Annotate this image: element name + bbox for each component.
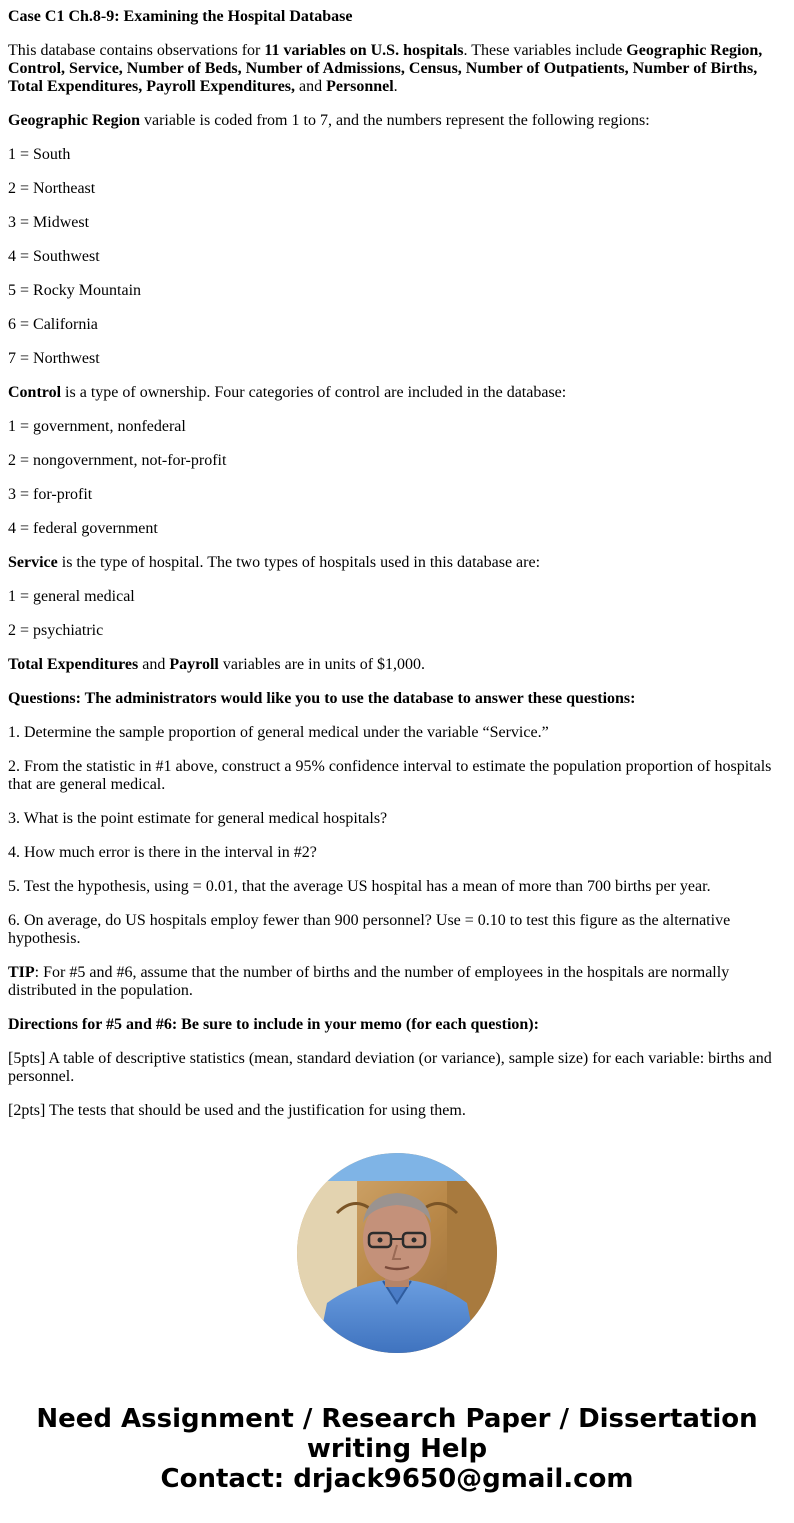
region-item: 3 = Midwest	[8, 214, 90, 231]
promo-line: Need Assignment / Research Paper / Dissertation	[36, 1404, 758, 1434]
direction-item: [5pts] A table of descriptive statistics (mean, standard deviation (or variance), sample size) for each variable: births and personnel.	[8, 1050, 772, 1085]
question-item: 6. On average, do US hospitals employ fewer than 900 personnel? Use = 0.10 to test this figure as the alternative hypothesis.	[8, 912, 731, 947]
region-item: 1 = South	[8, 146, 71, 163]
region-description: Geographic Region variable is coded from 1 to 7, and the numbers represent the following regions:	[8, 112, 650, 129]
directions-heading: Directions for #5 and #6: Be sure to include in your memo (for each question):	[8, 1016, 539, 1033]
region-item: 2 = Northeast	[8, 180, 96, 197]
control-item: 4 = federal government	[8, 520, 158, 537]
tip-paragraph: TIP: For #5 and #6, assume that the number of births and the number of employees in the hospitals are normally distributed in the population.	[8, 964, 730, 999]
control-item: 2 = nongovernment, not-for-profit	[8, 452, 227, 469]
promo-contact: Contact: drjack9650@gmail.com	[160, 1464, 634, 1494]
intro-paragraph: This database contains observations for 11 variables on U.S. hospitals. These variables include Geographic Region, Control, Service, Number of Beds, Number of Admissions, Census, Number of Outpatients, Number of Births, Total Expenditures, Payroll Expenditures, and Personnel.	[8, 42, 763, 95]
service-description: Service is the type of hospital. The two types of hospitals used in this database are:	[8, 554, 541, 571]
region-item: 7 = Northwest	[8, 350, 100, 367]
avatar-portrait-icon	[297, 1153, 497, 1353]
region-item: 6 = California	[8, 316, 98, 333]
region-item: 4 = Southwest	[8, 248, 100, 265]
control-description: Control is a type of ownership. Four categories of control are included in the database:	[8, 384, 567, 401]
service-item: 1 = general medical	[8, 588, 135, 605]
question-item: 2. From the statistic in #1 above, construct a 95% confidence interval to estimate the population proportion of hospitals that are general medical.	[8, 758, 772, 793]
units-note: Total Expenditures and Payroll variables are in units of $1,000.	[8, 656, 426, 673]
region-item: 5 = Rocky Mountain	[8, 282, 142, 299]
page-title: Case C1 Ch.8-9: Examining the Hospital Database	[8, 8, 353, 25]
question-item: 3. What is the point estimate for general medical hospitals?	[8, 810, 388, 827]
service-item: 2 = psychiatric	[8, 622, 104, 639]
questions-heading: Questions: The administrators would like you to use the database to answer these questions:	[8, 690, 636, 707]
control-item: 1 = government, nonfederal	[8, 418, 186, 435]
promo-line: writing Help	[306, 1434, 488, 1464]
direction-item: [2pts] The tests that should be used and the justification for using them.	[8, 1102, 466, 1119]
control-item: 3 = for-profit	[8, 486, 93, 503]
question-item: 5. Test the hypothesis, using = 0.01, that the average US hospital has a mean of more than 700 births per year.	[8, 878, 711, 895]
avatar	[297, 1153, 497, 1353]
question-item: 1. Determine the sample proportion of general medical under the variable “Service.”	[8, 724, 549, 741]
question-item: 4. How much error is there in the interval in #2?	[8, 844, 317, 861]
promo-banner	[0, 1404, 794, 1494]
